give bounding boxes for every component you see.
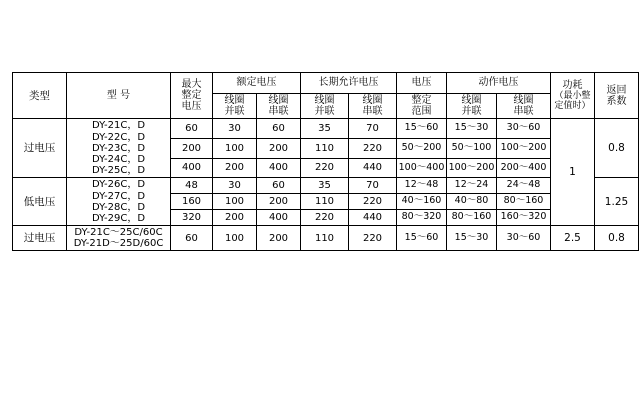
header-long-coil-series [349, 94, 397, 119]
cell-action-series: 80～160 [497, 194, 551, 210]
header-voltage: 电压 [397, 73, 447, 94]
model-line: DY-24C，D [91, 153, 146, 165]
row-type-overvoltage-1: 过电压 [13, 119, 67, 178]
cell-long-parallel: 220 [301, 158, 349, 178]
cell-action-parallel: 15～30 [447, 226, 497, 251]
table-header-row-1 [13, 73, 639, 94]
cell-max-setting: 400 [171, 158, 213, 178]
model-line: DY-21D～25D/60C [73, 238, 164, 250]
cell-long-series: 220 [349, 139, 397, 159]
row-models-group-2 [67, 178, 171, 226]
header-action-coil-parallel-line2: 并联 [461, 106, 482, 118]
header-long-coil-series-line2: 串联 [362, 106, 383, 118]
header-setting-range-line2: 范围 [411, 106, 432, 118]
cell-action-parallel: 12～24 [447, 178, 497, 194]
header-rated-coil-parallel-line2: 并联 [224, 106, 245, 118]
cell-setting-range: 100～400 [397, 158, 447, 178]
cell-rated-series: 60 [257, 119, 301, 139]
cell-rated-series: 200 [257, 139, 301, 159]
cell-return-coef-group-1: 0.8 [595, 119, 639, 178]
cell-rated-series: 200 [257, 226, 301, 251]
cell-rated-parallel: 30 [213, 178, 257, 194]
header-return-coefficient-line2: 系数 [606, 95, 627, 107]
model-line: DY-25C，D [91, 165, 146, 177]
cell-long-parallel: 35 [301, 178, 349, 194]
cell-long-parallel: 35 [301, 119, 349, 139]
row-models-group-1 [67, 119, 171, 178]
header-long-term-allowed-voltage: 长期允许电压 [301, 73, 397, 94]
cell-long-series: 70 [349, 119, 397, 139]
cell-rated-parallel: 100 [213, 194, 257, 210]
row-type-overvoltage-2: 过电压 [13, 226, 67, 251]
header-setting-range-line1: 整定 [411, 95, 432, 106]
cell-action-series: 30～60 [497, 119, 551, 139]
model-line: DY-26C，D [91, 179, 146, 191]
cell-long-parallel: 110 [301, 139, 349, 159]
cell-action-parallel: 40～80 [447, 194, 497, 210]
cell-rated-series: 400 [257, 158, 301, 178]
cell-action-parallel: 50～100 [447, 139, 497, 159]
cell-long-series: 220 [349, 226, 397, 251]
header-long-coil-series-line1: 线圈 [362, 95, 383, 106]
cell-max-setting: 48 [171, 178, 213, 194]
cell-long-series: 70 [349, 178, 397, 194]
row-type-undervoltage: 低电压 [13, 178, 67, 226]
cell-rated-parallel: 200 [213, 158, 257, 178]
cell-action-parallel: 15～30 [447, 119, 497, 139]
header-rated-voltage: 额定电压 [213, 73, 301, 94]
header-action-coil-parallel-line1: 线圈 [461, 95, 482, 106]
header-setting-range [397, 94, 447, 119]
header-action-voltage: 动作电压 [447, 73, 551, 94]
header-max-setting-voltage-line2: 整定 [181, 90, 202, 102]
model-line: DY-22C，D [91, 131, 146, 143]
cell-rated-parallel: 30 [213, 119, 257, 139]
cell-setting-range: 40～160 [397, 194, 447, 210]
header-max-setting-voltage-line1: 最大 [181, 78, 202, 90]
cell-long-series: 220 [349, 194, 397, 210]
cell-long-parallel: 220 [301, 210, 349, 226]
model-line: DY-29C，D [91, 212, 146, 224]
cell-power-group-3: 2.5 [551, 226, 595, 251]
cell-max-setting: 160 [171, 194, 213, 210]
cell-action-series: 200～400 [497, 158, 551, 178]
cell-long-parallel: 110 [301, 226, 349, 251]
cell-action-series: 100～200 [497, 139, 551, 159]
header-action-coil-series [497, 94, 551, 119]
cell-max-setting: 60 [171, 226, 213, 251]
cell-max-setting: 200 [171, 139, 213, 159]
header-action-coil-series-line2: 串联 [513, 106, 534, 118]
cell-max-setting: 60 [171, 119, 213, 139]
cell-setting-range: 50～200 [397, 139, 447, 159]
cell-rated-series: 400 [257, 210, 301, 226]
model-line: DY-27C，D [91, 190, 146, 202]
cell-setting-range: 15～60 [397, 226, 447, 251]
header-power-line1: 功耗 [562, 80, 583, 92]
cell-max-setting: 320 [171, 210, 213, 226]
header-long-coil-parallel-line1: 线圈 [314, 95, 335, 106]
cell-rated-series: 200 [257, 194, 301, 210]
header-rated-coil-parallel [213, 94, 257, 119]
cell-setting-range: 80～320 [397, 210, 447, 226]
header-return-coefficient-line1: 返回 [606, 84, 627, 96]
cell-action-series: 160～320 [497, 210, 551, 226]
header-rated-coil-series-line1: 线圈 [268, 95, 289, 106]
cell-action-parallel: 80～160 [447, 210, 497, 226]
cell-action-series: 30～60 [497, 226, 551, 251]
cell-setting-range: 12～48 [397, 178, 447, 194]
spec-table [12, 72, 639, 251]
header-max-setting-voltage-line3: 电压 [181, 101, 202, 113]
header-return-coefficient [595, 73, 639, 119]
table-row [13, 226, 639, 251]
header-power-line3: 定值时） [554, 101, 591, 112]
header-model: 型 号 [67, 73, 171, 119]
cell-long-parallel: 110 [301, 194, 349, 210]
header-rated-coil-series [257, 94, 301, 119]
header-long-coil-parallel [301, 94, 349, 119]
cell-long-series: 440 [349, 210, 397, 226]
header-power [551, 73, 595, 119]
model-line: DY-21C～25C/60C [74, 227, 163, 239]
header-long-coil-parallel-line2: 并联 [314, 106, 335, 118]
cell-rated-parallel: 100 [213, 226, 257, 251]
header-action-coil-parallel [447, 94, 497, 119]
cell-setting-range: 15～60 [397, 119, 447, 139]
header-action-coil-series-line1: 线圈 [513, 95, 534, 106]
cell-return-coef-group-2: 1.25 [595, 178, 639, 226]
cell-rated-series: 60 [257, 178, 301, 194]
cell-rated-parallel: 100 [213, 139, 257, 159]
cell-rated-parallel: 200 [213, 210, 257, 226]
header-power-line2: （最小整 [554, 91, 591, 102]
cell-power-groups-1-2: 1 [551, 119, 595, 226]
cell-return-coef-group-3: 0.8 [595, 226, 639, 251]
cell-long-series: 440 [349, 158, 397, 178]
model-line: DY-21C，D [91, 120, 146, 132]
model-line: DY-23C，D [91, 142, 146, 154]
header-max-setting-voltage [171, 73, 213, 119]
header-type: 类型 [13, 73, 67, 119]
cell-action-series: 24～48 [497, 178, 551, 194]
header-rated-coil-series-line2: 串联 [268, 106, 289, 118]
table-row [13, 119, 639, 139]
model-line: DY-28C，D [91, 201, 146, 213]
row-models-group-3 [67, 226, 171, 251]
header-rated-coil-parallel-line1: 线圈 [224, 95, 245, 106]
cell-action-parallel: 100～200 [447, 158, 497, 178]
table-row [13, 178, 639, 194]
